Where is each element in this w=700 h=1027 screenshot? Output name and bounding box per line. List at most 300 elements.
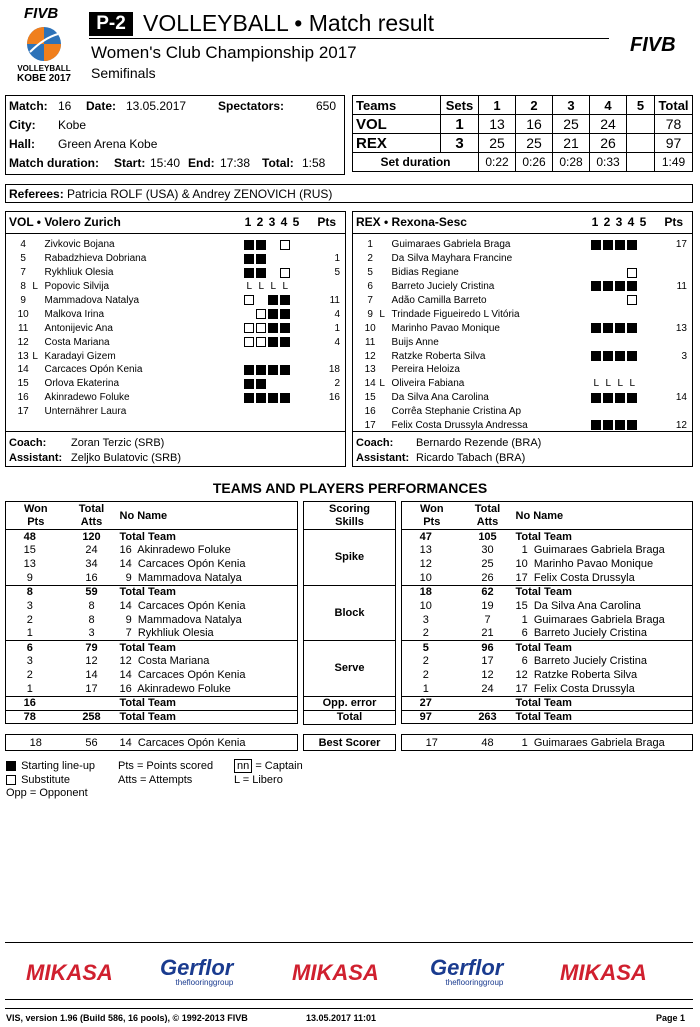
set-headers: 1 2 3 4 5 Pts — [591, 215, 683, 229]
page-title: VOLLEYBALL • Match result — [143, 10, 435, 36]
player-points: 3 — [681, 350, 687, 362]
player-number: 14 — [17, 364, 29, 376]
player-libero-flag — [32, 238, 44, 252]
starting-square-icon — [591, 240, 601, 250]
player-number: 17 — [364, 420, 376, 432]
score-cell: 25 — [479, 134, 516, 153]
libero-mark: L — [270, 281, 276, 293]
score-header: 4 — [590, 96, 627, 115]
player-libero-flag — [32, 377, 44, 391]
team-vol-roster — [5, 211, 346, 467]
player-points: 14 — [675, 392, 687, 404]
player-row — [361, 238, 687, 252]
player-name: Pereira Heloiza — [391, 364, 460, 376]
player-row — [14, 252, 340, 266]
player-row — [361, 280, 687, 294]
player-name: Adão Camilla Barreto — [391, 295, 487, 306]
spectators-value: 650 — [316, 99, 337, 113]
team-title: REX • Rexona-Sesc — [356, 215, 467, 229]
starting-square-icon — [280, 323, 290, 333]
start-label: Start: — [114, 156, 146, 170]
player-sets — [244, 335, 309, 349]
skill-label: Total — [304, 710, 396, 724]
player-libero-flag — [32, 321, 44, 335]
score-cell: 13 — [479, 115, 516, 134]
player-sets — [244, 363, 309, 377]
rex-performance-table: Won Total No Name Pts Atts 47 105 Total Team 13 30 1 Guimaraes Gabriela Braga 12 25 10 Marinho Pavao Monique 10 26 17 Felix Costa Drussyla 18 62 Total Team 10 19 15 Da Silva Ana Carolina 3 7 1 Guimaraes Gabriela Braga 2 21 6 Barreto Juciely Cristina 5 96 Total Team 2 17 6 Barreto Juciely Cristina 2 12 12 Ratzke Roberta Silva 1 24 17 Felix Costa Drussyla 27 Total Team 97 263 Total Team — [401, 501, 693, 724]
performance-row: 1 24 17 Felix Costa Drussyla — [422, 682, 635, 695]
player-name: Unternährer Laura — [44, 406, 127, 418]
player-sets — [591, 266, 656, 280]
logo-text-volleyball: VOLLEYBALL — [17, 64, 71, 73]
city-label: City: — [9, 118, 36, 132]
coach: Coach: Zoran Terzic (SRB) — [9, 437, 165, 449]
starting-square-icon — [591, 393, 601, 403]
performance-row: 15 24 16 Akinradewo Foluke — [23, 544, 231, 557]
score-cell: 3 — [441, 134, 479, 153]
player-sets — [591, 294, 656, 308]
performance-row: 3 8 14 Carcaces Opón Kenia — [26, 599, 246, 612]
match-label: Match: — [9, 99, 48, 113]
player-row — [361, 307, 687, 321]
player-row — [14, 391, 340, 405]
score-header: 5 — [627, 96, 655, 115]
player-name: Ratzke Roberta Silva — [391, 350, 486, 362]
player-points — [656, 405, 687, 419]
player-libero-flag — [32, 294, 44, 308]
libero-mark: L — [282, 281, 288, 293]
substitute-square-icon — [244, 323, 254, 333]
performance-row: 10 26 17 Felix Costa Drussyla — [419, 571, 635, 584]
substitute-square-icon — [627, 268, 637, 278]
footer-page: Page 1 — [656, 1013, 686, 1023]
vol-performance-table: Won Total No Name Pts Atts 48 120 Total Team 15 24 16 Akinradewo Foluke 13 34 14 Carcaces Opón Kenia 9 16 9 Mammadova Natalya 8 59 Total Team 3 8 14 Carcaces Opón Kenia 2 8 9 Mammadova Natalya 1 3 7 Rykhliuk Olesia 6 79 Total Team 3 12 12 Costa Mariana 2 14 14 Carcaces Opón Kenia 1 17 16 Akinradewo Foluke 16 Total Team 78 258 Total Team — [5, 501, 298, 724]
footer-version: VIS, version 1.96 (Build 586, 16 pools), © 1992-2013 FIVB — [6, 1013, 248, 1023]
event-logo — [18, 24, 70, 64]
player-name: Da Silva Mayhara Francine — [391, 253, 513, 265]
score-header: 2 — [516, 96, 553, 115]
player-name: Trindade Figueiredo L Vitória — [391, 308, 520, 320]
player-points: 1 — [334, 253, 340, 265]
player-points: 18 — [328, 364, 340, 376]
starting-square-icon — [256, 379, 266, 389]
starting-square-icon — [280, 295, 290, 305]
rex-best-scorer: 17 48 1 Guimaraes Gabriela Braga — [401, 734, 693, 751]
player-name: Felix Costa Drussyla Andressa — [391, 420, 528, 432]
libero-mark: L — [629, 378, 635, 390]
player-name: Costa Mariana — [44, 336, 110, 348]
player-number: 13 — [17, 350, 29, 362]
player-number: 14 — [364, 378, 376, 390]
date-label: Date: — [86, 99, 117, 113]
starting-square-icon — [256, 365, 266, 375]
player-number: 5 — [20, 253, 26, 265]
performance-row: 2 14 14 Carcaces Opón Kenia — [26, 669, 246, 682]
starting-square-icon — [268, 393, 278, 403]
player-number: 11 — [364, 336, 376, 348]
substitute-square-icon — [256, 337, 266, 347]
performance-row: 12 25 10 Marinho Pavao Monique — [419, 558, 654, 571]
player-libero-flag — [379, 252, 391, 266]
player-number: 15 — [17, 378, 29, 390]
substitute-square-icon — [244, 337, 254, 347]
score-cell: 78 — [655, 115, 693, 134]
player-row — [361, 405, 687, 419]
player-row — [361, 266, 687, 280]
score-header: Total — [655, 96, 693, 115]
performance-row: 18 62 Total Team — [402, 585, 693, 599]
player-number: 10 — [17, 308, 29, 320]
hall-value: Green Arena Kobe — [58, 137, 158, 151]
player-points — [309, 349, 340, 363]
footer-rule — [5, 1008, 693, 1009]
starting-square-icon — [615, 420, 625, 430]
starting-square-icon — [280, 309, 290, 319]
performance-row: 97 263 Total Team — [402, 710, 693, 724]
score-cell: 1 — [441, 115, 479, 134]
legend-atts: Atts = Attempts — [118, 773, 193, 786]
logo-text-kobe: KOBE 2017 — [17, 73, 71, 84]
best-scorer-label-cell: Best Scorer — [303, 734, 396, 751]
captain-box: nn — [234, 759, 252, 773]
phase-name: Semifinals — [91, 65, 156, 81]
starting-square-icon — [256, 254, 266, 264]
player-libero-flag: L — [32, 281, 38, 293]
player-row — [14, 307, 340, 321]
player-row — [361, 391, 687, 405]
score-cell — [627, 115, 655, 134]
player-number: 6 — [367, 281, 373, 293]
starting-square-icon — [627, 420, 637, 430]
score-cell: 21 — [553, 134, 590, 153]
player-sets — [591, 252, 656, 266]
referees-box — [5, 184, 693, 203]
player-row — [14, 405, 340, 419]
footer-datetime: 13.05.2017 11:01 — [306, 1013, 377, 1023]
player-sets — [591, 363, 656, 377]
player-number: 15 — [364, 392, 376, 404]
coach: Coach: Bernardo Rezende (BRA) — [356, 437, 542, 449]
player-number: 12 — [364, 350, 376, 362]
starting-square-icon — [268, 309, 278, 319]
libero-mark: L — [593, 378, 599, 390]
substitute-square-icon — [280, 268, 290, 278]
player-points: 4 — [334, 308, 340, 320]
duration-label: Match duration: — [9, 156, 99, 170]
scoring-skills-table: Scoring Skills Spike Block Serve Opp. error Total — [303, 501, 396, 725]
player-points: 2 — [334, 378, 340, 390]
volleyball-logo-icon — [18, 24, 70, 64]
player-number: 7 — [20, 267, 26, 279]
player-points — [656, 294, 687, 308]
player-libero-flag — [32, 391, 44, 405]
player-row — [361, 252, 687, 266]
player-sets — [244, 349, 309, 363]
player-libero-flag: L — [32, 350, 38, 362]
player-number: 5 — [367, 267, 373, 279]
player-points — [309, 405, 340, 419]
player-points: 11 — [329, 295, 340, 306]
starting-square-icon — [280, 365, 290, 375]
player-number: 9 — [367, 308, 373, 320]
player-row — [361, 321, 687, 335]
player-points: 16 — [328, 392, 340, 404]
performance-row: 13 30 1 Guimaraes Gabriela Braga — [419, 544, 665, 557]
substitute-square-icon — [256, 323, 266, 333]
player-name: Akinradewo Foluke — [44, 392, 130, 404]
starting-square-icon — [627, 351, 637, 361]
set-duration-cell: 0:28 — [553, 153, 590, 172]
sponsor-mikasa-3: MIKASA — [560, 960, 647, 985]
legend-col2 — [118, 760, 213, 787]
player-points: 5 — [334, 267, 340, 279]
score-cell: 26 — [590, 134, 627, 153]
player-name: Zivkovic Bojana — [44, 239, 115, 251]
player-points: 1 — [334, 322, 340, 334]
player-sets — [244, 266, 309, 280]
player-number: 2 — [367, 253, 373, 265]
player-sets — [244, 377, 309, 391]
performance-row: 13 34 14 Carcaces Opón Kenia — [23, 558, 246, 571]
starting-square-icon — [627, 281, 637, 291]
player-name: Rabadzhieva Dobriana — [44, 253, 147, 265]
player-row — [361, 294, 687, 308]
player-libero-flag — [32, 335, 44, 349]
player-sets — [244, 307, 309, 321]
player-row — [14, 321, 340, 335]
player-libero-flag — [32, 405, 44, 419]
player-row — [14, 335, 340, 349]
player-libero-flag: L — [379, 308, 385, 320]
player-name: Oliveira Fabiana — [391, 378, 465, 390]
starting-square-icon — [268, 323, 278, 333]
score-cell: VOL — [353, 115, 441, 134]
player-name: Orlova Ekaterina — [44, 378, 120, 390]
player-libero-flag — [379, 391, 391, 405]
performance-row: 5 96 Total Team — [402, 641, 693, 655]
starting-square-icon — [603, 240, 613, 250]
skill-label: Spike — [304, 530, 396, 586]
player-row — [14, 266, 340, 280]
match-number: 16 — [58, 99, 72, 113]
starting-square-icon — [615, 351, 625, 361]
starting-square-icon — [244, 240, 254, 250]
legend-libero: L = Libero — [234, 773, 283, 786]
player-points — [309, 238, 340, 252]
assistant-coach: Assistant: Ricardo Tabach (BRA) — [356, 452, 526, 464]
set-duration-cell: 1:49 — [655, 153, 693, 172]
team-rex-roster — [352, 211, 693, 467]
score-cell: 24 — [590, 115, 627, 134]
starting-square-icon — [615, 393, 625, 403]
player-name: Marinho Pavao Monique — [391, 322, 500, 334]
sponsor-mikasa-2: MIKASA — [292, 960, 379, 985]
player-sets — [244, 405, 309, 419]
player-sets — [244, 238, 309, 252]
player-row — [14, 280, 340, 294]
legend-starting: Starting line-up — [6, 760, 95, 774]
set-duration-cell: 0:33 — [590, 153, 627, 172]
libero-mark: L — [617, 378, 623, 390]
starting-square-icon — [244, 365, 254, 375]
skill-label: Block — [304, 585, 396, 641]
player-sets — [591, 405, 656, 419]
player-libero-flag — [379, 280, 391, 294]
player-libero-flag — [379, 294, 391, 308]
performance-row: 2 8 9 Mammadova Natalya — [26, 613, 242, 626]
player-libero-flag — [32, 252, 44, 266]
vol-best-scorer: 18 56 14 Carcaces Opón Kenia — [5, 734, 298, 751]
score-cell — [627, 134, 655, 153]
score-row — [353, 115, 693, 134]
player-number: 4 — [20, 239, 26, 251]
starting-square-icon — [627, 323, 637, 333]
player-libero-flag — [32, 307, 44, 321]
player-points: 11 — [676, 281, 687, 293]
score-cell: 25 — [553, 115, 590, 134]
score-cell: 25 — [516, 134, 553, 153]
substitute-square-icon — [256, 309, 266, 319]
player-name: Rykhliuk Olesia — [44, 267, 114, 279]
performance-row: 10 19 15 Da Silva Ana Carolina — [419, 599, 641, 612]
player-libero-flag — [379, 266, 391, 280]
player-name: Guimaraes Gabriela Braga — [391, 239, 511, 251]
player-points — [656, 266, 687, 280]
score-cell: REX — [353, 134, 441, 153]
spectators-label: Spectators: — [218, 99, 285, 113]
score-header: Sets — [441, 96, 479, 115]
sponsor-gerflor-2: Gerflor theflooringgroup — [430, 955, 504, 987]
starting-square-icon — [591, 351, 601, 361]
starting-square-icon — [615, 240, 625, 250]
player-sets — [591, 335, 656, 349]
score-cell: 16 — [516, 115, 553, 134]
player-sets — [244, 252, 309, 266]
starting-square-icon — [627, 240, 637, 250]
player-name: Buijs Anne — [391, 336, 439, 348]
starting-square-icon — [244, 268, 254, 278]
player-libero-flag — [32, 266, 44, 280]
legend — [6, 760, 95, 801]
city-value: Kobe — [58, 118, 87, 132]
performance-row: 2 17 6 Barreto Juciely Cristina — [422, 655, 647, 668]
starting-square-icon — [244, 393, 254, 403]
report-code-badge: P-2 — [89, 12, 133, 36]
player-libero-flag — [379, 405, 391, 419]
player-sets — [591, 349, 656, 363]
starting-square-icon — [280, 393, 290, 403]
libero-mark: L — [605, 378, 611, 390]
starting-square-icon — [591, 420, 601, 430]
performance-row: 47 105 Total Team — [402, 530, 693, 544]
skill-label: Opp. error — [304, 696, 396, 710]
player-points: 4 — [334, 336, 340, 348]
player-name: Karadayi Gizem — [44, 350, 116, 362]
player-row — [14, 377, 340, 391]
starting-square-icon — [244, 254, 254, 264]
player-name: Bidias Regiane — [391, 267, 459, 279]
performance-row: 3 7 1 Guimaraes Gabriela Braga — [422, 613, 665, 626]
legend-pts: Pts = Points scored — [118, 760, 214, 772]
performance-row: 48 120 Total Team — [6, 530, 298, 544]
set-duration-cell: 0:22 — [479, 153, 516, 172]
performance-row: 2 12 12 Ratzke Roberta Silva — [422, 669, 638, 682]
score-header: 3 — [553, 96, 590, 115]
performance-row: 9 16 9 Mammadova Natalya — [26, 571, 242, 584]
set-duration-cell: 0:26 — [516, 153, 553, 172]
player-points: 17 — [675, 239, 687, 251]
legend-col3 — [234, 760, 303, 787]
championship-name: Women's Club Championship 2017 — [91, 43, 357, 62]
player-libero-flag — [379, 349, 391, 363]
substitute-square-icon — [244, 295, 254, 305]
set-duration-label: Set duration — [353, 153, 479, 172]
team-title: VOL • Volero Zurich — [9, 215, 121, 229]
performance-row: 1 17 16 Akinradewo Foluke — [26, 682, 231, 695]
player-row — [361, 377, 687, 391]
empty-square-icon — [6, 775, 16, 785]
starting-square-icon — [268, 295, 278, 305]
starting-square-icon — [603, 281, 613, 291]
performance-row: 6 79 Total Team — [6, 641, 298, 655]
player-number: 12 — [17, 336, 29, 348]
player-row — [14, 349, 340, 363]
performance-row: 1 3 7 Rykhliuk Olesia — [26, 627, 214, 640]
player-sets — [244, 294, 309, 308]
performance-row: 27 Total Team — [402, 696, 693, 710]
assistant-coach: Assistant: Zeljko Bulatovic (SRB) — [9, 452, 182, 464]
player-number: 16 — [364, 406, 376, 418]
player-name: Popovic Silvija — [44, 281, 110, 293]
player-sets — [591, 238, 656, 252]
match-info-box — [5, 95, 345, 175]
score-row — [353, 134, 693, 153]
player-libero-flag — [32, 363, 44, 377]
player-libero-flag — [379, 363, 391, 377]
performance-row: 8 59 Total Team — [6, 585, 298, 599]
player-row — [14, 363, 340, 377]
legend-substitute: Substitute — [6, 774, 95, 788]
player-points — [656, 363, 687, 377]
player-name: Da Silva Ana Carolina — [391, 392, 489, 404]
player-libero-flag — [379, 335, 391, 349]
player-libero-flag: L — [379, 378, 385, 390]
performance-row: 16 Total Team — [6, 696, 298, 710]
player-number: 17 — [17, 406, 29, 418]
filled-square-icon — [6, 761, 16, 771]
starting-square-icon — [615, 281, 625, 291]
sponsor-gerflor-1: Gerflor theflooringgroup — [160, 955, 234, 987]
libero-mark: L — [246, 281, 252, 293]
player-sets — [591, 377, 656, 391]
player-number: 8 — [20, 281, 26, 293]
player-libero-flag — [379, 238, 391, 252]
fivb-logo: FIVB — [630, 34, 676, 56]
player-points — [656, 377, 687, 391]
player-number: 11 — [17, 322, 29, 334]
starting-square-icon — [603, 351, 613, 361]
player-number: 16 — [17, 392, 29, 404]
starting-square-icon — [603, 420, 613, 430]
player-sets — [591, 391, 656, 405]
title-rule — [89, 38, 609, 39]
player-name: Corrêa Stephanie Cristina Ap — [391, 406, 522, 418]
player-number: 10 — [364, 322, 376, 334]
player-number: 9 — [20, 295, 26, 306]
starting-square-icon — [591, 323, 601, 333]
starting-square-icon — [256, 393, 266, 403]
score-table — [352, 95, 693, 172]
